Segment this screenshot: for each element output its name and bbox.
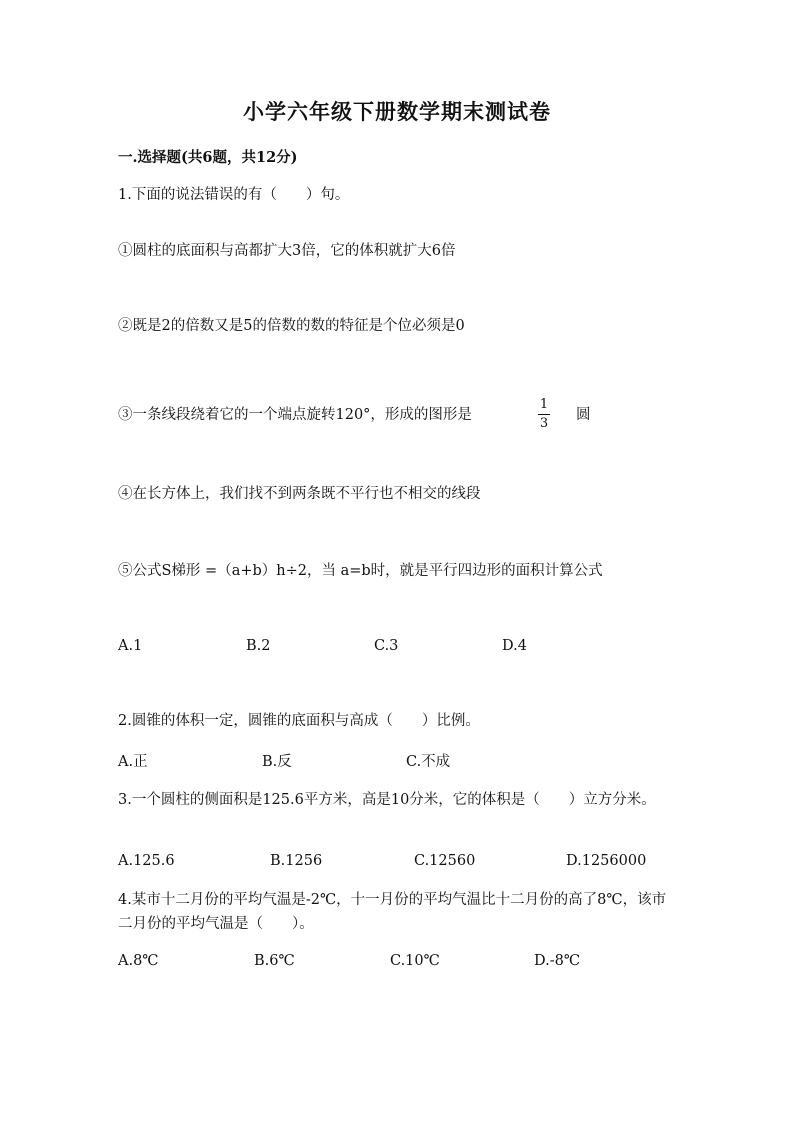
question-3-option-d[interactable]: D.1256000 — [566, 853, 647, 869]
question-4-option-d[interactable]: D.-8℃ — [534, 953, 581, 969]
question-2-option-b[interactable]: B.反 — [262, 754, 292, 770]
section-heading: 一.选择题(共6题，共12分) — [118, 149, 298, 166]
question-3-stem: 3.一个圆柱的侧面积是125.6平方米，高是10分米，它的体积是（ ）立方分米。 — [118, 792, 656, 808]
question-2-option-a[interactable]: A.正 — [118, 754, 148, 770]
fraction-bar — [538, 414, 550, 415]
question-1-statement-1: ①圆柱的底面积与高都扩大3倍，它的体积就扩大6倍 — [118, 243, 456, 259]
question-1-option-b[interactable]: B.2 — [246, 638, 271, 654]
question-1-option-c[interactable]: C.3 — [374, 638, 399, 654]
question-1-statement-3: ③一条线段绕着它的一个端点旋转120°，形成的图形是 — [118, 407, 472, 423]
question-2-option-c[interactable]: C.不成 — [406, 754, 451, 770]
question-3-option-c[interactable]: C.12560 — [414, 853, 476, 869]
question-1-statement-4: ④在长方体上，我们找不到两条既不平行也不相交的线段 — [118, 486, 481, 502]
fraction-one-third — [538, 398, 550, 431]
question-1-option-a[interactable]: A.1 — [118, 638, 143, 654]
fraction-denominator: 3 — [539, 416, 549, 431]
question-1-statement-5: ⑤公式S梯形 =（a+b）h÷2，当 a=b时，就是平行四边形的面积计算公式 — [118, 563, 603, 579]
question-1-option-d[interactable]: D.4 — [502, 638, 527, 654]
question-3-option-a[interactable]: A.125.6 — [118, 853, 175, 869]
question-1-statement-2: ②既是2的倍数又是5的倍数的数的特征是个位必须是0 — [118, 318, 465, 334]
question-4-stem: 4.某市十二月份的平均气温是-2℃，十一月份的平均气温比十二月份的高了8℃，该市二月份的平均气温是（ ）。 — [118, 892, 667, 932]
question-4-option-a[interactable]: A.8℃ — [118, 953, 159, 969]
question-1-statement-3-suffix: 圆 — [576, 407, 591, 423]
page-title: 小学六年级下册数学期末测试卷 — [243, 99, 551, 124]
question-4-option-c[interactable]: C.10℃ — [390, 953, 440, 969]
question-4-option-b[interactable]: B.6℃ — [254, 953, 295, 969]
fraction-numerator: 1 — [539, 397, 549, 412]
question-1-stem: 1.下面的说法错误的有（ ）句。 — [118, 187, 350, 203]
question-2-stem: 2.圆锥的体积一定，圆锥的底面积与高成（ ）比例。 — [118, 713, 480, 729]
question-3-option-b[interactable]: B.1256 — [270, 853, 323, 869]
